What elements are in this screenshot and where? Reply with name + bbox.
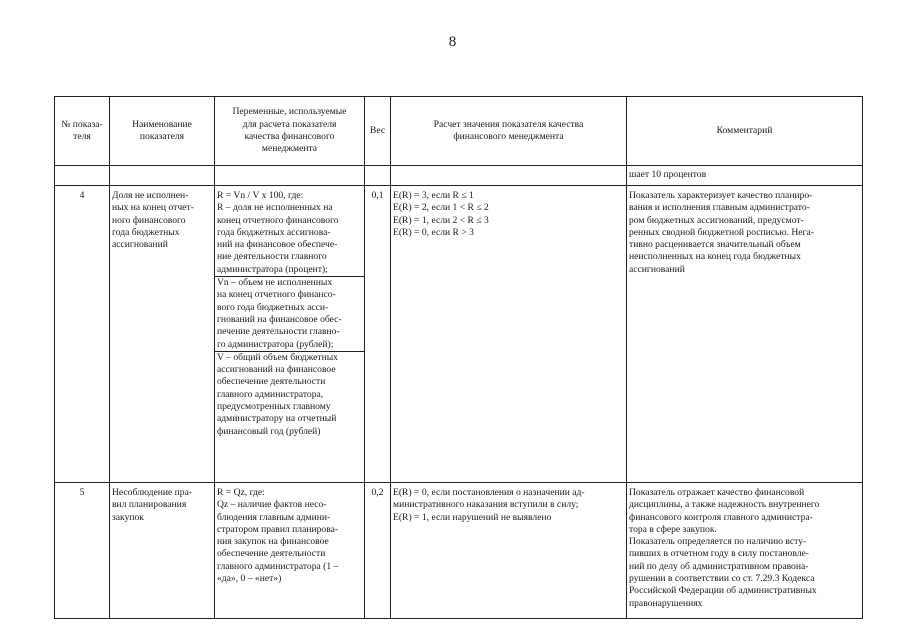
continuation-row: [55, 166, 863, 186]
row-4-variables: [215, 186, 365, 483]
text-line: вого года бюджетных асси-: [217, 301, 329, 313]
header-line: качества финансового: [244, 131, 335, 142]
row-5-number: 5: [55, 483, 110, 619]
row-4-weight: 0,1: [365, 186, 391, 483]
text-line: V – общий объем бюджетных: [217, 351, 338, 363]
row-4-comment: [627, 186, 863, 483]
row-4-variable-r: [217, 190, 362, 276]
header-line: менеджмента: [261, 143, 318, 155]
text-line: конец отчетного финансового: [217, 214, 339, 226]
text-line: обеспечение деятельности: [217, 548, 326, 560]
header-line: № показа-: [61, 118, 103, 130]
header-weight: [365, 97, 391, 166]
text-line: Показатель характеризует качество планиро-: [629, 190, 813, 201]
row-5-calculation: [391, 483, 627, 619]
text-line: администратора (процент);: [217, 263, 328, 275]
continuation-comment: шает 10 процентов: [627, 166, 863, 186]
header-line: Комментарий: [716, 124, 773, 136]
text-line: E(R) = 2, если 1 < R ≤ 2: [393, 202, 489, 214]
text-line: блюдения главным админи-: [217, 511, 331, 523]
header-line: показателя: [139, 131, 185, 142]
text-line: ассигнований на финансовое: [217, 364, 336, 376]
row-4-calculation: [391, 186, 627, 483]
row-5-comment-para-2: [629, 536, 860, 610]
text-line: E(R) = 0, если R > 3: [393, 226, 474, 238]
row-5-comment: [627, 483, 863, 619]
text-line: Несоблюдение пра-: [112, 487, 193, 498]
text-line: E(R) = 0, если постановления о назначении ад-: [393, 487, 585, 498]
text-line: пивших в отчетном году в силу постановле-: [629, 548, 809, 560]
text-line: R – доля не исполненных на: [217, 202, 333, 214]
table-row-5: [55, 483, 863, 619]
row-5-variables: [215, 483, 365, 619]
text-line: стратором правил планирова-: [217, 523, 339, 535]
header-indicator-number: [55, 97, 110, 166]
text-line: го администратора (рублей);: [217, 338, 334, 350]
text-line: E(R) = 1, если 2 < R ≤ 3: [393, 214, 489, 226]
text-line: главного администратора (1 –: [217, 560, 339, 572]
text-line: вания и исполнения главным администрато-: [629, 202, 810, 214]
text-line: Qz – наличие фактов несо-: [217, 499, 327, 511]
text-line: тивно расценивается значительный объем: [629, 239, 801, 251]
text-line: Показатель отражает качество финансовой: [629, 487, 805, 498]
text-line: года бюджетных: [112, 226, 180, 238]
row-4-number: 4: [55, 186, 110, 483]
header-calculation: [391, 97, 627, 166]
text-line: на конец отчетного финансо-: [217, 289, 336, 301]
row-4-name: [110, 186, 215, 483]
text-line: «да», 0 – «нет»): [217, 573, 282, 585]
row-5-comment-para-1: [629, 487, 860, 536]
header-variables: [215, 97, 365, 166]
text-line: ных на конец отчет-: [112, 202, 194, 214]
row-5-weight: 0,2: [365, 483, 391, 619]
text-line: ния закупок на финансовое: [217, 536, 329, 548]
text-line: дисциплины, а также надежность внутреннего: [629, 499, 820, 511]
text-line: предусмотренных главному: [217, 401, 331, 413]
text-line: E(R) = 1, если нарушений не выявлено: [393, 511, 552, 523]
text-line: года бюджетных ассигнова-: [217, 226, 331, 238]
text-line: ром бюджетных ассигнований, предусмот-: [629, 214, 804, 226]
text-line: рушении в соответствии со ст. 7.29.3 Кодекса: [629, 573, 815, 585]
row-5-name: [110, 483, 215, 619]
row-4-variable-v: [217, 352, 362, 438]
header-line: Расчет значения показателя качества: [433, 118, 584, 130]
criteria-table: [54, 96, 863, 619]
header-line: финансового менеджмента: [453, 131, 564, 142]
table-header-row: [55, 97, 863, 166]
header-comment: [627, 97, 863, 166]
text-line: R = Vn / V x 100, где:: [217, 190, 304, 201]
text-line: Показатель определяется по наличию всту-: [629, 536, 807, 548]
header-line: Наименование: [132, 118, 192, 130]
text-line: обеспечение деятельности: [217, 376, 326, 388]
text-line: R = Qz, где:: [217, 487, 265, 498]
header-line: теля: [73, 131, 91, 142]
text-line: ний на финансовое обеспече-: [217, 239, 338, 251]
text-line: гнований на финансовое обес-: [217, 313, 342, 325]
page-number: 8: [448, 34, 457, 50]
text-line: министративного наказания вступили в силу;: [393, 499, 579, 511]
text-line: тора в сфере закупок.: [629, 523, 717, 535]
text-line: финансового контроля главного администра-: [629, 511, 813, 523]
text-line: ренных сводной бюджетной росписью. Нега-: [629, 226, 814, 238]
text-line: ассигнований: [629, 263, 685, 275]
text-line: неисполненных на конец года бюджетных: [629, 251, 801, 263]
text-line: печение деятельности главно-: [217, 326, 340, 338]
text-line: вил планирования: [112, 499, 187, 511]
text-line: Доля не исполнен-: [112, 190, 189, 201]
header-line: для расчета показателя: [242, 118, 337, 130]
text-line: администратору на отчетный: [217, 413, 337, 425]
table-row-4: [55, 186, 863, 483]
header-line: Вес: [369, 124, 386, 136]
text-line: правонарушениях: [629, 597, 703, 609]
text-line: ние деятельности главного: [217, 251, 327, 263]
text-line: ассигнований: [112, 239, 168, 251]
text-line: ний по делу об административном правона-: [629, 560, 809, 572]
header-indicator-name: [110, 97, 215, 166]
text-line: E(R) = 3, если R ≤ 1: [393, 190, 474, 201]
text-line: финансовый год (рублей): [217, 425, 321, 437]
text-line: Российской Федерации об административных: [629, 585, 817, 597]
row-4-variable-vn: [217, 277, 362, 351]
text-line: закупок: [112, 511, 144, 523]
text-line: Vn – объем не исполненных: [217, 277, 333, 289]
header-line: Переменные, используемые: [232, 106, 347, 118]
text-line: главного администратора,: [217, 388, 324, 400]
text-line: ного финансового: [112, 214, 186, 226]
